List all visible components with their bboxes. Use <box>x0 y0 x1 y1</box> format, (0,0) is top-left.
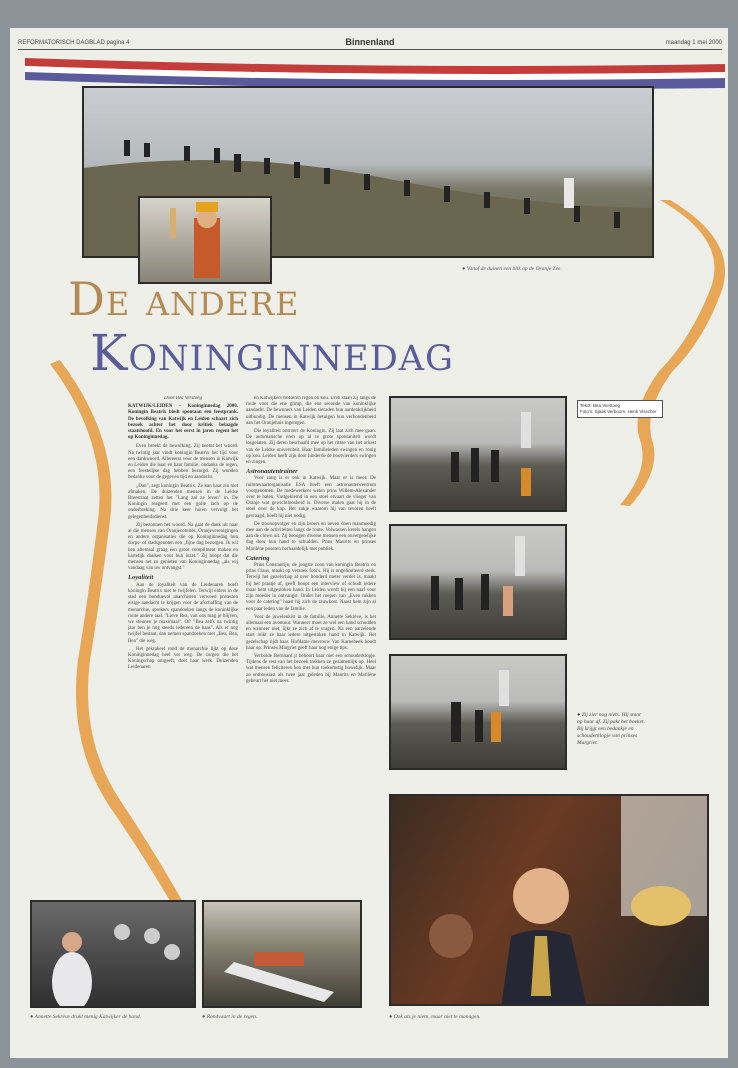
paragraph: De troonopvolger en zijn broers en neven doen manmoedig mee aan de activiteiten langs de route. Volwassen kerels hangen aan de clown uit. Zij beoogen diverse mensen een onvergetelijke dag door hun hand te schudden. Prins Maurits en prinses Marilène poseren herhaaldelijk met publiek. <box>246 521 376 552</box>
page-date: maandag 1 mei 2000 <box>665 40 722 46</box>
credit-text: Tekst: Bea Verstoeg <box>580 403 621 408</box>
article-column-2 <box>246 396 376 856</box>
credit-photo: Foto's: Sjaak Verboom, Henk Visscher <box>580 409 657 414</box>
caption-bottom-right: ● Ook als je nietn, maar niet te managen. <box>389 1014 481 1020</box>
byline: Door Bea Verstoeg <box>163 396 203 401</box>
section-title: Binnenland <box>345 37 395 47</box>
paragraph: „Dan”, zegt koningin Beatrix. Ze kan haar zin niet afmaken. De duizenden mensen in de Leidse Breestraat zetten het "Lang zal ze leven" in. De Koningin reageert met een golle lach op de onderbreking. Na drie keer horen vervolgt het gelegenheidsdienst. <box>128 483 238 520</box>
photo-street-procession-2 <box>389 524 567 640</box>
paragraph: Die loyaliteit ontroert de Koningin. Zij laat zich mee gaan. De automatische eren op al te grote spontaniteit wordt losgelaten. Zij deren beschaafd mee op het ritme van het orkest van de Leidse universiteit. Haar familieleden swingen en ronig op kou. Leiden heeft zijn door hinderde de bootvierders swingen en zingen. <box>246 429 376 466</box>
subheading-astronaut: Astronautentrainer <box>246 468 298 476</box>
article-lead: KATWIJK/LEIDEN – Koninginnedag 2000. Koningin Beatrix biedt spontaan een feestprank. De bevolking van Katwijk en Leiden schaart zich bezoek achter het door kritiek belaagde staatshoofd. En voor het eerst in jaren regent het op Koninginnedag. <box>128 404 238 441</box>
paragraph: Aan de loyaliteit van de Leidenaren hoeft koningin Beatrix niet te twijfelen. Terwijl elders in de stad een bonduevol anarchisten verwoed protesten eisige aandacht te krijgen voor de afschaffing van de monarchie, sprekers spandoeken langs de koninklijke route andere taal. "Lieve Bea, van ons mag je blijven, we steunen je maximaal". Of: "Bea zelfs na twintig jaar ben je nog steeds iedereen de baas". Als er nog twijfel bestaat, dan nemen spandoeken met „Bea, Bea, Bea” die weg. <box>128 582 238 644</box>
caption-bottom-left: ● Annette Sekrève drukt menig Katwijker de hand. <box>30 1014 142 1020</box>
credits-box <box>577 400 663 418</box>
photo-orange-hat-man <box>138 196 272 284</box>
paragraph: Prins Constantijn, de jongste zoon van koningin Beatrix en prins Claus, maakt op verzoek foto's. Hij is ongelimiteerd sterk. Terwijl het gezelschap al over honderd meter verder is, maakt hij het praatje af, geeft hoopt een interview of schudt iedere maar hem uitgestoken hand. In Leiden wordt hij een naaf voor zijn moeder in ontvangst. Onder het roepen van „Even rukken voor de catering” haast hij zich de rauwkost. Naast hem zijn al een paar leden van de familie. <box>246 563 376 612</box>
page-header <box>18 36 722 50</box>
paragraph: Zij bezonnen het woord. Na gaat de dank uit naar al die mensen van Oranjecomités, Oranjeverenigingen en andere organisaties die op Koninginnedag hun dorps- of stadsgenoten een „fijne dag bezorgen. Ik wil hen allemaal graag een groot compliment maken en hartelijk danken voor hun inzet.” Zij hoopt dat die mensen net zo genieten van Koninginnedag „als wij vandaag van uw ontvangst.” <box>128 522 238 572</box>
paper-name: REFORMATORISCH DAGBLAD pagina 4 <box>18 40 130 46</box>
paragraph: Even breekt de bewolking. Zij neemt het woord. Na twintig jaar vindt koningin Beatrix het tijd voor een dankwoord. Allereerst voor de mensen in Katwijk en Leiden die haar en haar familie, ondanks de regen, een feestelijke dag hebben bezorgd. Zij wonden bedanke voor de gegeven tijd en aandacht. <box>128 444 238 481</box>
paragraph: Voor zang is er ook in Katwijk. Maar er is meer. De ruimtevaartorganisatie ESA heeft een astronautencentrum voorgenomen. De medewerkers weten prins Willem-Alexander over te halen. Vastgeklemd in een stoel ervaart de vlieger van Oranje wat gewichtloosheid is. Diverse malen gaat hij in de stoel over de kop. Het zakje waarom hij van tevoren heeft gevraagd, hoeft hij niet nodig. <box>246 476 376 519</box>
photo-boat-tour <box>202 900 362 1008</box>
caption-top: ● Vanaf de duinen een blik op de Oranje Zee. <box>462 266 562 272</box>
photo-street-procession-1 <box>389 396 567 512</box>
paragraph: en Katwijkers trotseren regen en kou. Uren staan zij langs de route voor die ene glimp, die ene seconde van koninklijke aandacht. De bewoners van Leiden sieraden hun aardenkrijkheid uitbundig. De mensen in Katwijk betuigen hun verbondenheid aan het Oranjehuis ingetogen. <box>246 396 376 426</box>
photo-street-procession-3 <box>389 654 567 770</box>
caption-side: ● Zij zier nog niets. Hij staat op haar af. Zij pakt het boeket. Bij krijgt een bedankje en schouderklopje van prinses Margriet. <box>577 712 645 746</box>
headline-line2: Koninginnedag <box>90 324 455 382</box>
headline-line1: De andere <box>68 272 300 326</box>
subheading-loyaliteit: Loyaliteit <box>128 574 154 582</box>
photo-handshake <box>30 900 196 1008</box>
paragraph: Verbolde Bernhard jr behoort haar niet een schouderklopje. Tijdens de rest van het bezoek trekken ze gezamenlijk op. Heel wat mensen feliciteren hen met hun toekomstig huwelijk. Maar zo enthousiast als twee jaar geleden bij Maurits en Marilène gebeurt het niet meer. <box>246 653 376 684</box>
photo-prince-smiling <box>389 794 709 1006</box>
article-column-1 <box>128 396 238 856</box>
paragraph: Het gekrakeel rond de monarchie lijkt op deze Koninginnedag heel ver weg. De zorgen die het Koningschap omgeeft, doet haar werk. Duizenden Leidenaren <box>128 646 238 671</box>
subheading-catering: Catering <box>246 554 270 562</box>
caption-bottom-middle: ● Rondvaart in de regen. <box>202 1014 258 1020</box>
paragraph: Voor de juwelenkist in de familie, Annette Sekrève, is het allemaal een avontuur. Wanneer moet ze wel een hand schudden en wanneer niet, lijkt ze zich af te vragen. Na een aarzelende start reikt ze haar iedere uitgestoken hand in Katwijk. Het gezelschap rijdt haar. Hofdame mevrouw Van Karnebeek houdt haar op. Prinses Margriet geeft haar nog enige tips. <box>246 614 376 651</box>
